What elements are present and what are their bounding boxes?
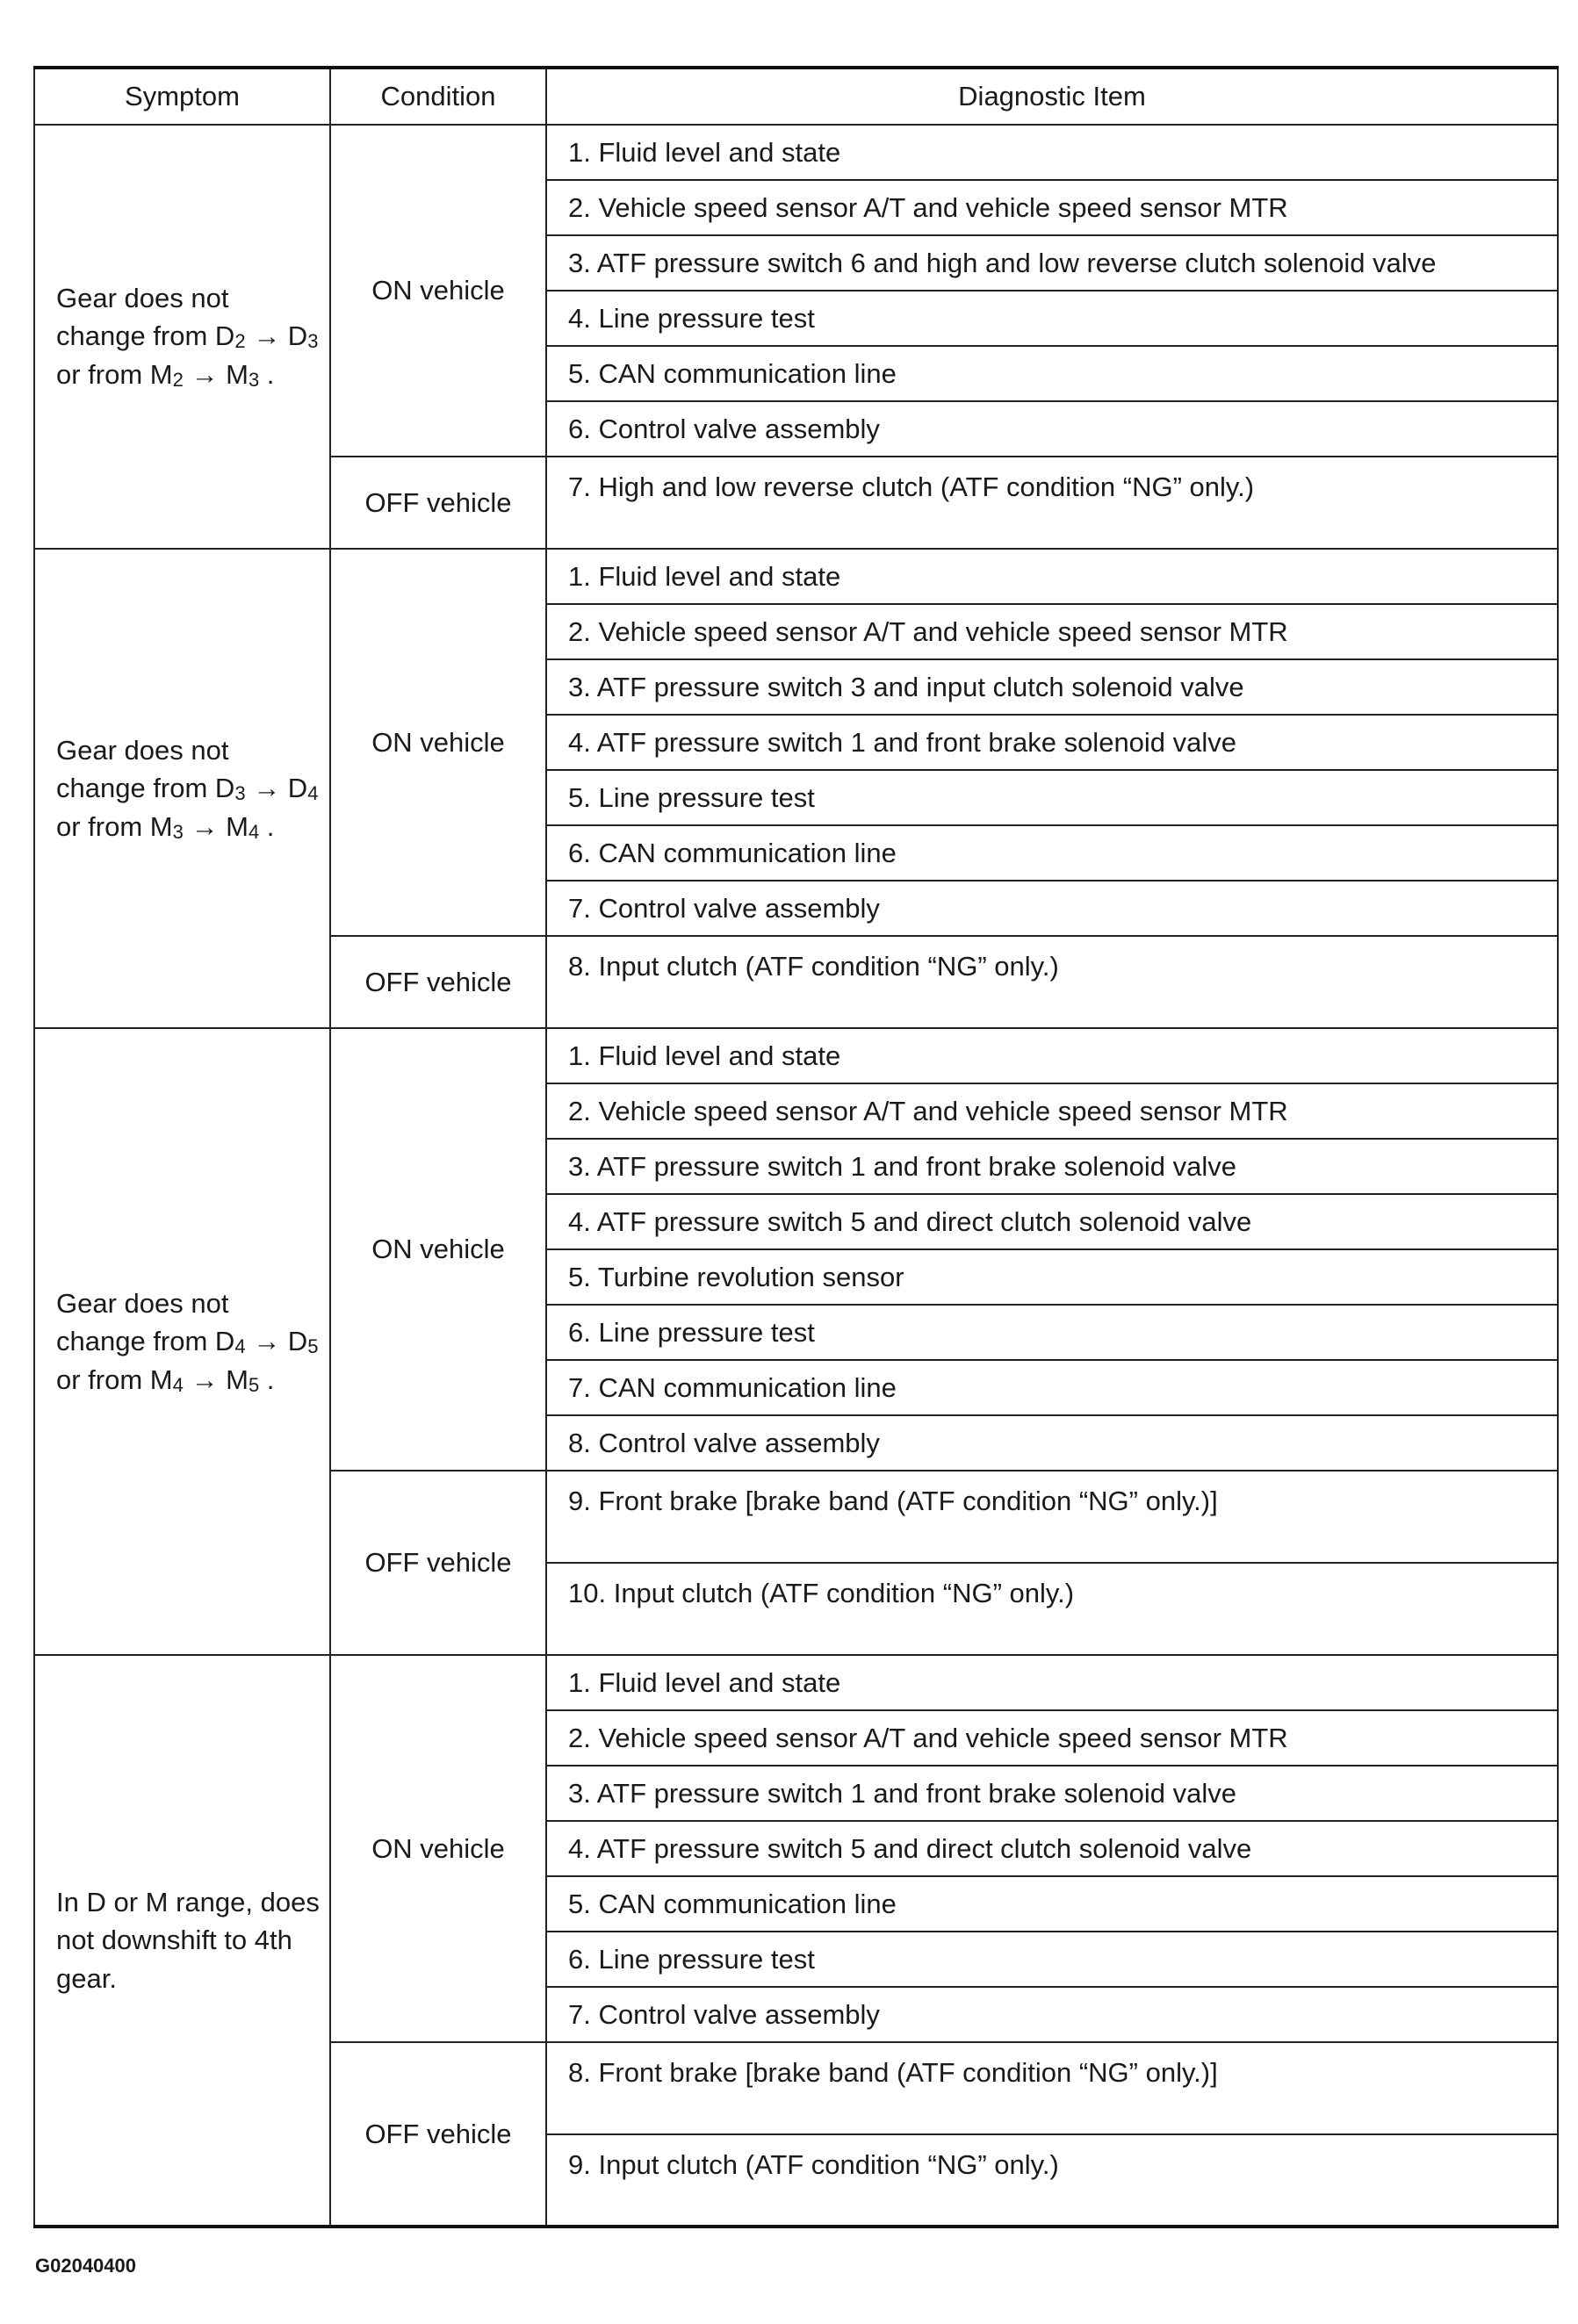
diagnostic-item: 5. Turbine revolution sensor <box>546 1249 1558 1305</box>
symptom-cell: Gear does not change from $D_3 \to D_4$ or from $M_3 \to M_4$ . <box>34 549 330 1028</box>
condition-off-vehicle: OFF vehicle <box>330 1471 546 1655</box>
condition-off-vehicle: OFF vehicle <box>330 936 546 1028</box>
symptom-cell: Gear does not change from $D_2 \to D_3$ or from $M_2 \to M_3$ . <box>34 125 330 549</box>
diagnostic-item: 8. Control valve assembly <box>546 1415 1558 1471</box>
symptom-cell: In D or M range, does not downshift to 4th gear. <box>34 1655 330 2227</box>
diagnostic-item: 6. CAN communication line <box>546 825 1558 881</box>
diagnostic-item: 1. Fluid level and state <box>546 1655 1558 1710</box>
header-symptom: Symptom <box>34 68 330 125</box>
condition-on-vehicle: ON vehicle <box>330 1028 546 1471</box>
symptom-cell: Gear does not change from $D_4 \to D_5$ or from $M_4 \to M_5$ . <box>34 1028 330 1655</box>
diagnostic-item: 3. ATF pressure switch 3 and input clutch solenoid valve <box>546 659 1558 715</box>
diagnostic-item: 6. Line pressure test <box>546 1305 1558 1360</box>
diagnostic-item: 7. CAN communication line <box>546 1360 1558 1415</box>
diagnostic-item: 3. ATF pressure switch 1 and front brake solenoid valve <box>546 1766 1558 1821</box>
diagnostic-item: 2. Vehicle speed sensor A/T and vehicle speed sensor MTR <box>546 1083 1558 1139</box>
diagnostic-item: 2. Vehicle speed sensor A/T and vehicle speed sensor MTR <box>546 180 1558 235</box>
figure-code: G02040400 <box>35 2255 136 2277</box>
diagnostic-item: 7. Control valve assembly <box>546 881 1558 936</box>
condition-on-vehicle: ON vehicle <box>330 125 546 457</box>
diagnostic-item: 1. Fluid level and state <box>546 125 1558 180</box>
diagnostic-item: 4. Line pressure test <box>546 291 1558 346</box>
diagnostic-table <box>33 66 1559 2228</box>
header-diagnostic-item: Diagnostic Item <box>546 68 1558 125</box>
diagnostic-item: 10. Input clutch (ATF condition “NG” only.) <box>546 1563 1558 1655</box>
header-row <box>34 68 1558 125</box>
diagnostic-item: 4. ATF pressure switch 1 and front brake solenoid valve <box>546 715 1558 770</box>
diagnostic-item: 5. CAN communication line <box>546 346 1558 401</box>
condition-off-vehicle: OFF vehicle <box>330 2042 546 2227</box>
table-row <box>34 1655 1558 1710</box>
diagnostic-item: 3. ATF pressure switch 6 and high and low reverse clutch solenoid valve <box>546 235 1558 291</box>
header-condition: Condition <box>330 68 546 125</box>
table-row <box>34 1028 1558 1083</box>
diagnostic-item: 1. Fluid level and state <box>546 1028 1558 1083</box>
diagnostic-item: 9. Input clutch (ATF condition “NG” only.) <box>546 2134 1558 2227</box>
diagnostic-item: 4. ATF pressure switch 5 and direct clutch solenoid valve <box>546 1821 1558 1876</box>
table-row <box>34 125 1558 180</box>
condition-on-vehicle: ON vehicle <box>330 1655 546 2042</box>
diagnostic-item: 2. Vehicle speed sensor A/T and vehicle speed sensor MTR <box>546 604 1558 659</box>
diagnostic-item: 9. Front brake [brake band (ATF condition “NG” only.)] <box>546 1471 1558 1563</box>
condition-off-vehicle: OFF vehicle <box>330 457 546 549</box>
table-row <box>34 549 1558 604</box>
diagnostic-item: 7. Control valve assembly <box>546 1987 1558 2042</box>
diagnostic-item: 6. Line pressure test <box>546 1932 1558 1987</box>
diagnostic-item: 5. Line pressure test <box>546 770 1558 825</box>
diagnostic-item: 4. ATF pressure switch 5 and direct clutch solenoid valve <box>546 1194 1558 1249</box>
diagnostic-item: 6. Control valve assembly <box>546 401 1558 457</box>
diagnostic-item: 8. Front brake [brake band (ATF condition “NG” only.)] <box>546 2042 1558 2134</box>
diagnostic-item: 2. Vehicle speed sensor A/T and vehicle speed sensor MTR <box>546 1710 1558 1766</box>
diagnostic-item: 5. CAN communication line <box>546 1876 1558 1932</box>
diagnostic-item: 7. High and low reverse clutch (ATF condition “NG” only.) <box>546 457 1558 549</box>
diagnostic-item: 3. ATF pressure switch 1 and front brake solenoid valve <box>546 1139 1558 1194</box>
diagnostic-item: 8. Input clutch (ATF condition “NG” only.) <box>546 936 1558 1028</box>
condition-on-vehicle: ON vehicle <box>330 549 546 936</box>
diagnostic-item: 1. Fluid level and state <box>546 549 1558 604</box>
